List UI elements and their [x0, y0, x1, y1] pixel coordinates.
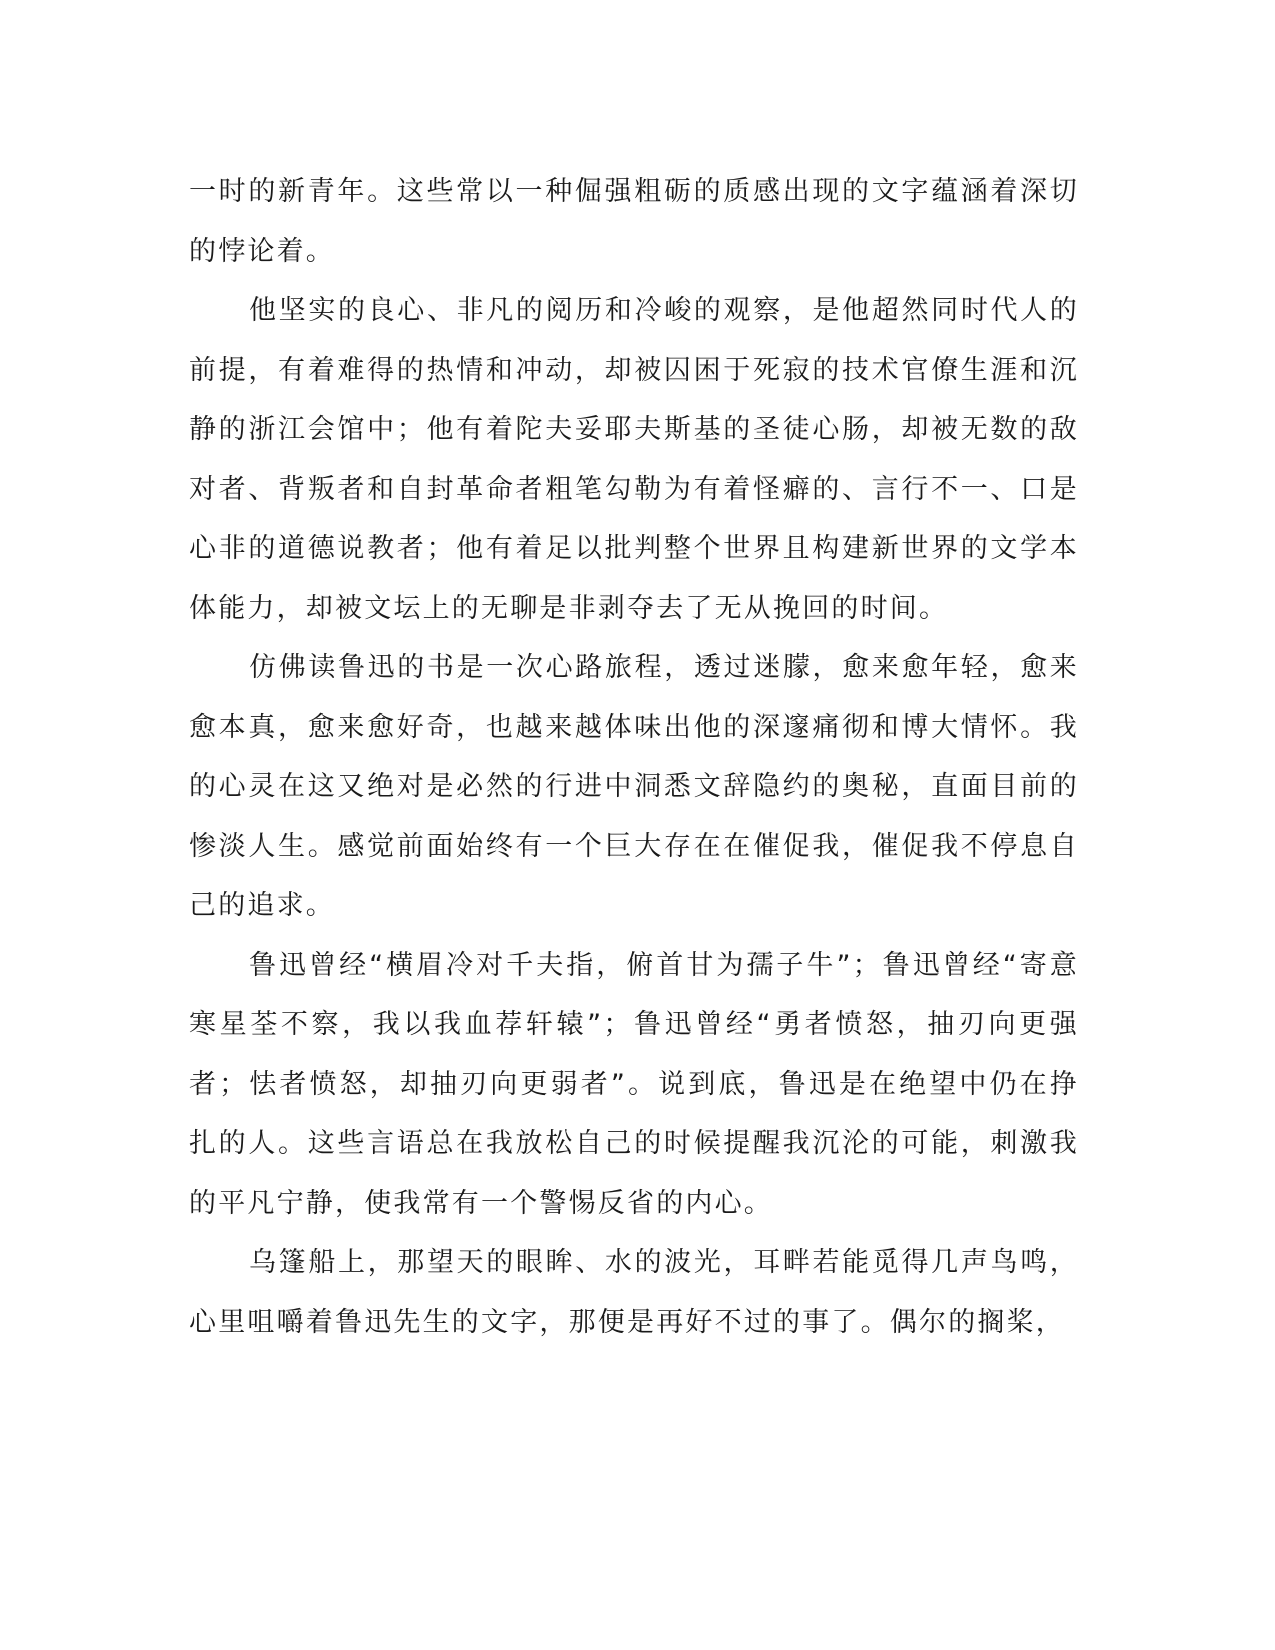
document-body: [189, 162, 1079, 1352]
paragraph-journey: 仿佛读鲁迅的书是一次心路旅程，透过迷朦，愈来愈年轻，愈来愈本真，愈来愈好奇，也越来越体味出他的深邃痛彻和博大情怀。我的心灵在这又绝对是必然的行进中洞悉文辞隐约的奥秘，直面目前的惨淡人生。感觉前面始终有一个巨大存在在催促我，催促我不停息自己的追求。: [189, 652, 1079, 921]
paragraph-continuation: 一时的新青年。这些常以一种倔强粗砺的质感出现的文字蕴涵着深切的悖论着。: [189, 176, 1079, 267]
paragraph-quotes: 鲁迅曾经“横眉冷对千夫指，俯首甘为孺子牛”；鲁迅曾经“寄意寒星荃不察，我以我血荐轩辕”；鲁迅曾经“勇者愤怒，抽刃向更强者；怯者愤怒，却抽刃向更弱者”。说到底，鲁迅是在绝望中仍在挣扎的人。这些言语总在我放松自己的时候提醒我沉沦的可能，刺激我的平凡宁静，使我常有一个警惕反省的内心。: [189, 949, 1079, 1219]
paragraph-conscience: 他坚实的良心、非凡的阅历和冷峻的观察，是他超然同时代人的前提，有着难得的热情和冲动，却被囚困于死寂的技术官僚生涯和沉静的浙江会馆中；他有着陀夫妥耶夫斯基的圣徒心肠，却被无数的敌对者、背叛者和自封革命者粗笔勾勒为有着怪癖的、言行不一、口是心非的道德说教者；他有着足以批判整个世界且构建新世界的文学本体能力，却被文坛上的无聊是非剥夺去了无从挽回的时间。: [189, 295, 1079, 624]
paragraph-boat: 乌篷船上，那望天的眼眸、水的波光，耳畔若能觅得几声鸟鸣，心里咀嚼着鲁迅先生的文字，那便是再好不过的事了。偶尔的搁桨，: [189, 1247, 1079, 1338]
